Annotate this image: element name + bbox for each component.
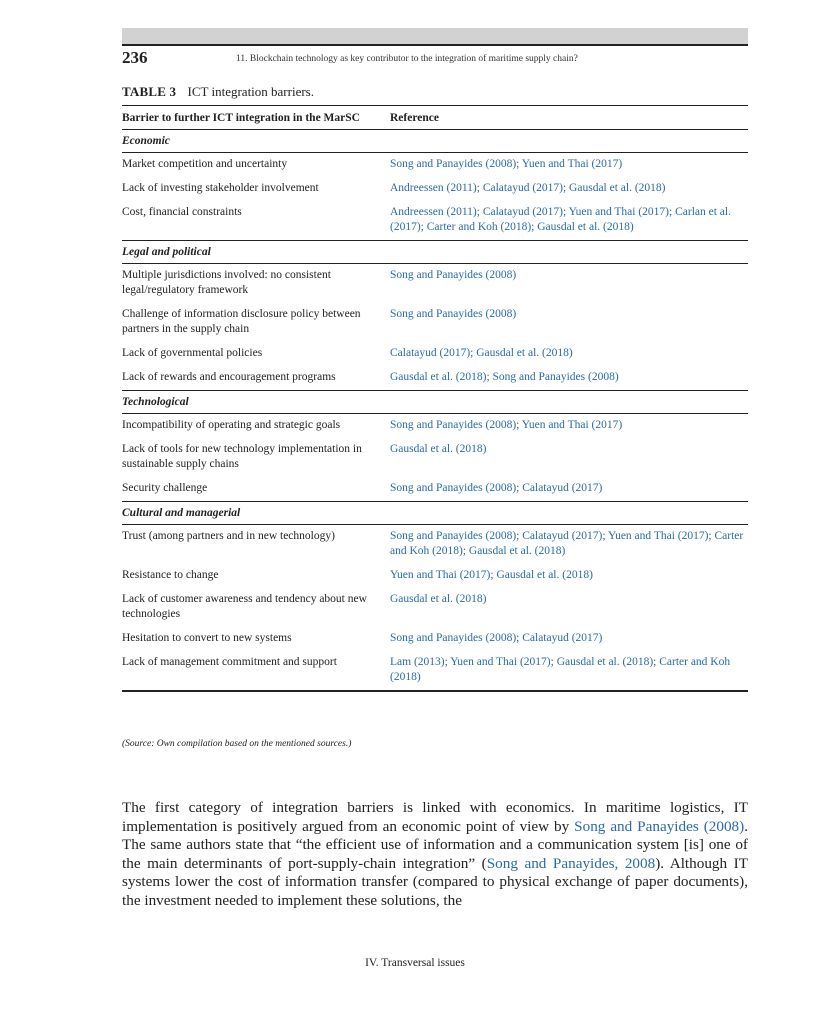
body-text: ). Although IT systems lower the cost of information transfer (compared to physical exchange of paper documents), the investment needed to implement these solutions, the <box>122 854 748 909</box>
reference-cell[interactable]: Song and Panayides (2008); Yuen and Thai (2017) <box>390 158 623 170</box>
reference-cell[interactable]: Song and Panayides (2008) <box>390 269 517 281</box>
table-row <box>122 414 748 438</box>
col-header-barrier: Barrier to further ICT integration in the MarSC <box>122 112 360 124</box>
table-row <box>122 477 748 502</box>
reference-cell[interactable]: Song and Panayides (2008); Calatayud (2017) <box>390 632 603 644</box>
barrier-cell: Market competition and uncertainty <box>122 158 288 170</box>
reference-cell[interactable]: Yuen and Thai (2017); Gausdal et al. (2018) <box>390 569 593 581</box>
table-row <box>122 564 748 588</box>
category-legal-political: Legal and political <box>122 241 748 264</box>
table-row <box>122 264 748 303</box>
reference-cell[interactable]: Song and Panayides (2008); Yuen and Thai (2017) <box>390 419 623 431</box>
table-row <box>122 177 748 201</box>
reference-cell[interactable]: Song and Panayides (2008); Calatayud (2017) <box>390 482 603 494</box>
barrier-cell: Multiple jurisdictions involved: no consistent legal/regulatory framework <box>122 269 331 296</box>
table-label: TABLE 3 <box>122 84 177 99</box>
barrier-cell: Resistance to change <box>122 569 219 581</box>
barrier-cell: Lack of rewards and encouragement programs <box>122 371 336 383</box>
reference-cell[interactable]: Calatayud (2017); Gausdal et al. (2018) <box>390 347 573 359</box>
category-economic: Economic <box>122 130 748 153</box>
col-header-reference: Reference <box>390 112 439 124</box>
table-row <box>122 303 748 342</box>
table-title: ICT integration barriers. <box>187 84 314 99</box>
barrier-cell: Lack of customer awareness and tendency about new technologies <box>122 593 367 620</box>
reference-cell[interactable]: Gausdal et al. (2018); Song and Panayides (2008) <box>390 371 619 383</box>
header-band <box>122 28 748 44</box>
body-text: . The same authors state that “the efficient use of information and a communication system [is] one of the main determinants of port-supply-chain integration” ( <box>122 817 748 872</box>
barrier-cell: Lack of management commitment and support <box>122 656 337 668</box>
table-row <box>122 366 748 391</box>
reference-cell[interactable]: Andreessen (2011); Calatayud (2017); Yuen and Thai (2017); Carlan et al. (2017); Carter and Koh (2018); Gausdal et al. (2018) <box>390 206 731 233</box>
body-text: The first category of integration barriers is linked with economics. In maritime logistics, IT implementation is positively argued from an economic point of view by <box>122 799 748 835</box>
table-row <box>122 627 748 651</box>
barrier-cell: Lack of tools for new technology implementation in sustainable supply chains <box>122 443 362 470</box>
table-row <box>122 588 748 627</box>
table-row <box>122 438 748 477</box>
body-paragraph <box>122 799 748 910</box>
reference-cell[interactable]: Gausdal et al. (2018) <box>390 443 487 455</box>
source-note: (Source: Own compilation based on the mentioned sources.) <box>122 739 352 749</box>
barrier-cell: Challenge of information disclosure policy between partners in the supply chain <box>122 308 361 335</box>
table-row <box>122 651 748 692</box>
ict-barriers-table <box>122 105 748 692</box>
header-rule <box>122 44 748 46</box>
barrier-cell: Lack of investing stakeholder involvement <box>122 182 319 194</box>
table-row <box>122 201 748 241</box>
barrier-cell: Cost, financial constraints <box>122 206 242 218</box>
table-caption <box>122 84 314 100</box>
barrier-cell: Trust (among partners and in new technology) <box>122 530 335 542</box>
reference-cell[interactable]: Lam (2013); Yuen and Thai (2017); Gausdal et al. (2018); Carter and Koh (2018) <box>390 656 731 683</box>
citation-link[interactable]: Song and Panayides, 2008 <box>486 854 656 872</box>
reference-cell[interactable]: Gausdal et al. (2018) <box>390 593 487 605</box>
category-cultural-managerial: Cultural and managerial <box>122 502 748 525</box>
table-header <box>122 106 748 130</box>
barrier-cell: Hesitation to convert to new systems <box>122 632 292 644</box>
page-footer: IV. Transversal issues <box>365 957 465 969</box>
barrier-cell: Lack of governmental policies <box>122 347 263 359</box>
table-row <box>122 153 748 177</box>
citation-link[interactable]: Song and Panayides (2008) <box>574 817 745 835</box>
running-title: 11. Blockchain technology as key contributor to the integration of maritime supply chain? <box>236 54 578 64</box>
reference-cell[interactable]: Song and Panayides (2008); Calatayud (2017); Yuen and Thai (2017); Carter and Koh (2018); Gausdal et al. (2018) <box>390 530 744 557</box>
reference-cell[interactable]: Song and Panayides (2008) <box>390 308 517 320</box>
reference-cell[interactable]: Andreessen (2011); Calatayud (2017); Gausdal et al. (2018) <box>390 182 666 194</box>
page-number: 236 <box>122 48 148 67</box>
category-technological: Technological <box>122 391 748 414</box>
barrier-cell: Security challenge <box>122 482 208 494</box>
table-row <box>122 342 748 366</box>
table-row <box>122 525 748 564</box>
barrier-cell: Incompatibility of operating and strategic goals <box>122 419 341 431</box>
